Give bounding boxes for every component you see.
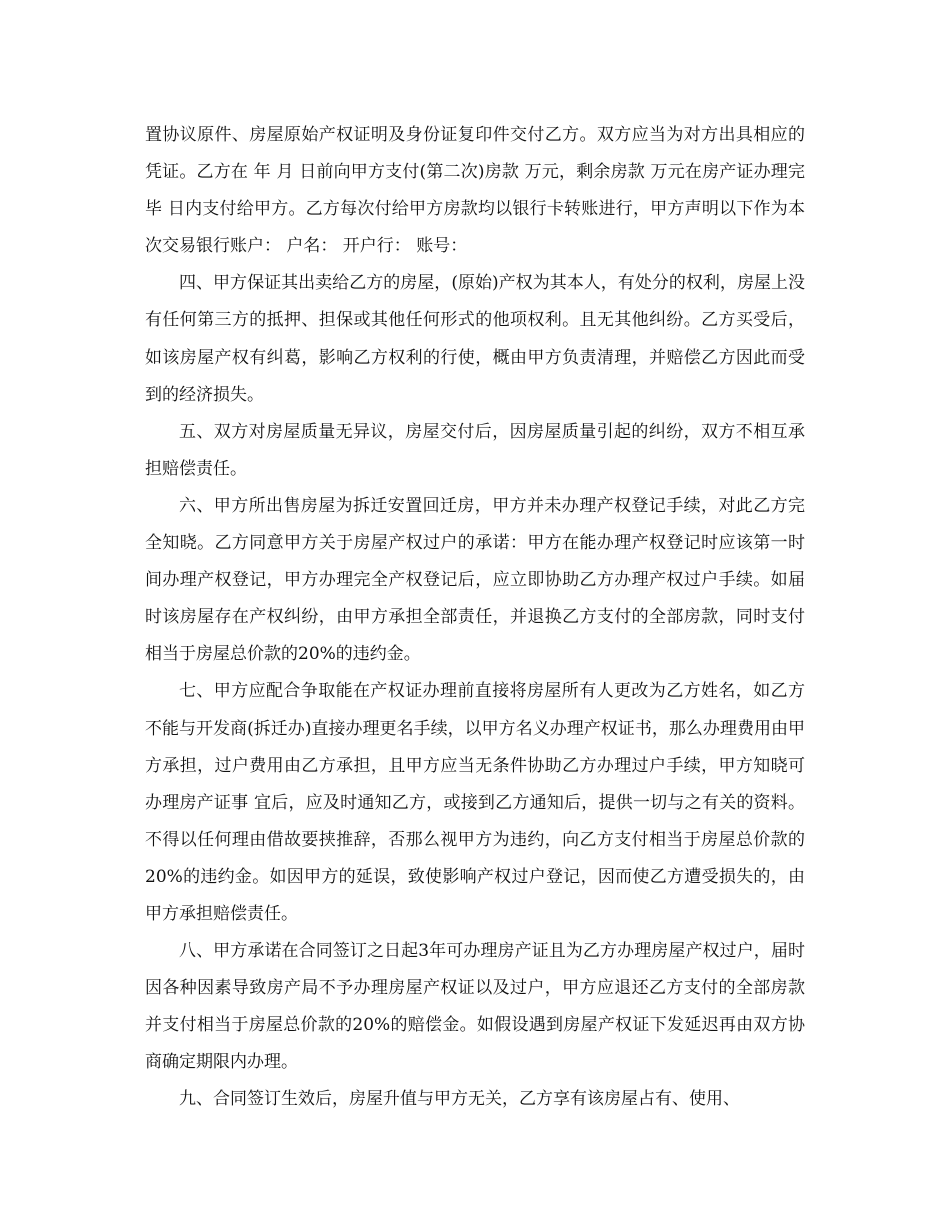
contract-body [145,117,805,1119]
paragraph-clause-8: 八、甲方承诺在合同签订之日起3年可办理房产证且为乙方办理房屋产权过户，届时因各种因素导致房产局不予办理房屋产权证以及过户，甲方应退还乙方支付的全部房款并支付相当于房屋总价款的20%的赔偿金。如假设遇到房屋产权证下发延迟再由双方协商确定期限内办理。 [145,941,805,1073]
paragraph-clause-6: 六、甲方所出售房屋为拆迁安置回迁房，甲方并未办理产权登记手续，对此乙方完全知晓。乙方同意甲方关于房屋产权过户的承诺：甲方在能办理产权登记时应该第一时间办理产权登记，甲方办理完全产权登记后，应立即协助乙方办理产权过户手续。如届时该房屋存在产权纠纷，由甲方承担全部责任，并退换乙方支付的全部房款，同时支付相当于房屋总价款的20%的违约金。 [145,495,805,665]
paragraph-clause-4: 四、甲方保证其出卖给乙方的房屋，(原始)产权为其本人，有处分的权利，房屋上没有任何第三方的抵押、担保或其他任何形式的他项权利。且无其他纠纷。乙方买受后，如该房屋产权有纠葛，影响乙方权利的行使，概由甲方负责清理，并赔偿乙方因此而受到的经济损失。 [145,273,805,405]
paragraph-payment-terms: 置协议原件、房屋原始产权证明及身份证复印件交付乙方。双方应当为对方出具相应的凭证。乙方在 年 月 日前向甲方支付(第二次)房款 万元，剩余房款 万元在房产证办理完毕 日内支付给甲方。乙方每次付给甲方房款均以银行卡转账进行，甲方声明以下作为本次交易银行账户： 户名： 开户行： 账号： [145,125,805,257]
paragraph-clause-9: 九、合同签订生效后，房屋升值与甲方无关，乙方享有该房屋占有、使用、 [179,1089,740,1110]
paragraph-clause-5: 五、双方对房屋质量无异议，房屋交付后，因房屋质量引起的纠纷，双方不相互承担赔偿责任。 [145,421,805,479]
paragraph-clause-7: 七、甲方应配合争取能在产权证办理前直接将房屋所有人更改为乙方姓名，如乙方不能与开发商(拆迁办)直接办理更名手续，以甲方名义办理产权证书，那么办理费用由甲方承担，过户费用由乙方承担，且甲方应当无条件协助乙方办理过户手续，甲方知晓可办理房产证事 宜后，应及时通知乙方，或接到乙方通知后，提供一切与之有关的资料。不得以任何理由借故要挟推辞，否那么视甲方为违约，向乙方支付相当于房屋总价款的20%的违约金。如因甲方的延误，致使影响产权过户登记，因而使乙方遭受损失的，由甲方承担赔偿责任。 [145,681,805,924]
